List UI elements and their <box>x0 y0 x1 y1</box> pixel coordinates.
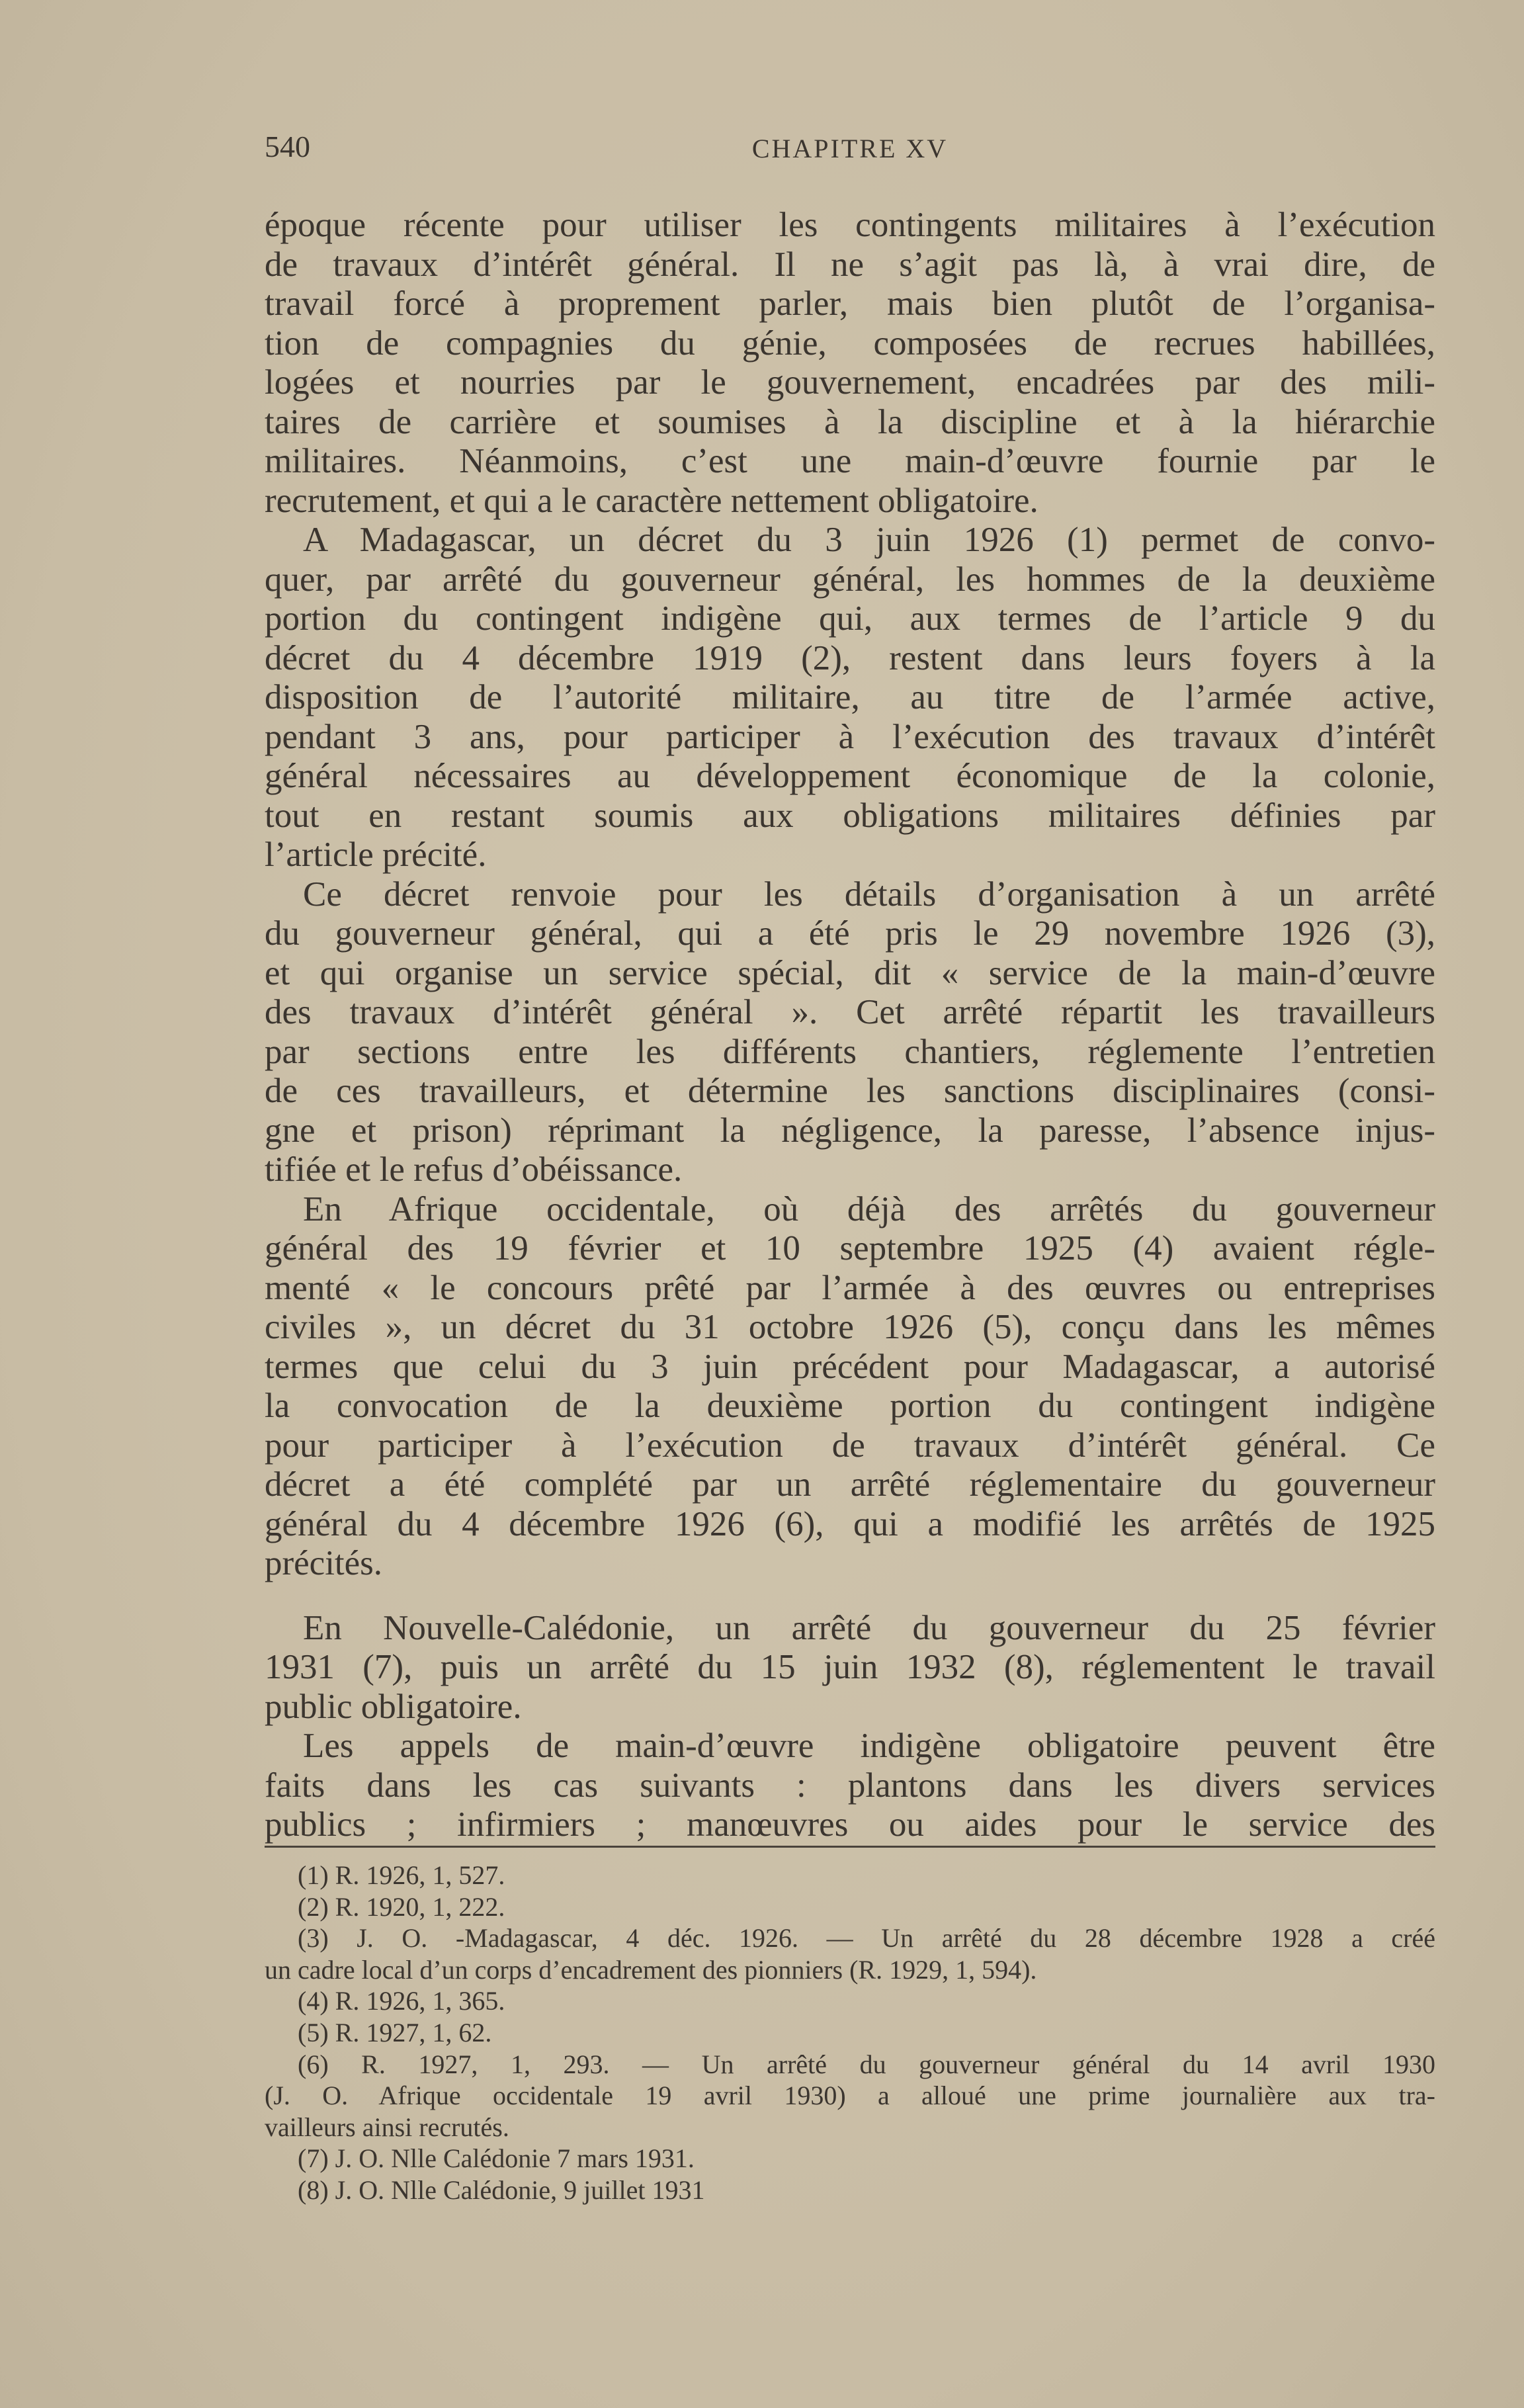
text-line: décret a été complété par un arrêté réglementaire du gouverneur <box>265 1465 1435 1504</box>
footnote <box>265 2049 1435 2143</box>
text-line: Les appels de main-d’œuvre indigène obligatoire peuvent être <box>303 1727 1435 1765</box>
text-line: menté « le concours prêté par l’armée à des œuvres ou entreprises <box>265 1268 1435 1307</box>
text-line: de travaux d’intérêt général. Il ne s’agit pas là, à vrai dire, de <box>265 245 1435 284</box>
page-number: 540 <box>265 130 310 163</box>
text-line: général nécessaires au développement économique de la colonie, <box>265 757 1435 795</box>
text-line: A Madagascar, un décret du 3 juin 1926 (1) permet de convo- <box>303 521 1435 559</box>
footnote-line: (8) J. O. Nlle Calédonie, 9 juillet 1931 <box>298 2174 705 2205</box>
text-line: travail forcé à proprement parler, mais bien plutôt de l’organisa- <box>265 284 1435 323</box>
text-line: logées et nourries par le gouvernement, encadrées par des mili- <box>265 363 1435 402</box>
footnote <box>265 2174 1435 2206</box>
text-line: public obligatoire. <box>265 1687 522 1726</box>
body-text <box>265 206 1435 1845</box>
footnote-line: (4) R. 1926, 1, 365. <box>298 1986 505 2016</box>
text-line: civiles », un décret du 31 octobre 1926 (5), conçu dans les mêmes <box>265 1308 1435 1346</box>
text-line: taires de carrière et soumises à la discipline et à la hiérarchie <box>265 402 1435 441</box>
footnote-line: (2) R. 1920, 1, 222. <box>298 1891 505 1922</box>
text-line: portion du contingent indigène qui, aux termes de l’article 9 du <box>265 599 1435 638</box>
footnote-line: un cadre local d’un corps d’encadrement des pionniers (R. 1929, 1, 594). <box>265 1954 1037 1985</box>
text-line: 1931 (7), puis un arrêté du 15 juin 1932 (8), réglementent le travail <box>265 1648 1435 1686</box>
footnote <box>265 2017 1435 2049</box>
text-line: décret du 4 décembre 1919 (2), restent dans leurs foyers à la <box>265 638 1435 677</box>
footnote-separator <box>265 1846 1435 1848</box>
text-line: et qui organise un service spécial, dit « service de la main-d’œuvre <box>265 953 1435 992</box>
text-line: pendant 3 ans, pour participer à l’exécution des travaux d’intérêt <box>265 717 1435 756</box>
footnote <box>265 1891 1435 1923</box>
footnote-line: (6) R. 1927, 1, 293. — Un arrêté du gouverneur général du 14 avril 1930 <box>298 2049 1435 2079</box>
text-line: époque récente pour utiliser les contingents militaires à l’exécution <box>265 206 1435 244</box>
running-title: CHAPITRE XV <box>751 134 949 163</box>
text-line: tifiée et le refus d’obéissance. <box>265 1150 683 1189</box>
footnote-line: (5) R. 1927, 1, 62. <box>298 2017 492 2047</box>
text-line: Ce décret renvoie pour les détails d’organisation à un arrêté <box>303 875 1435 914</box>
text-line: du gouverneur général, qui a été pris le 29 novembre 1926 (3), <box>265 914 1435 953</box>
text-line: disposition de l’autorité militaire, au titre de l’armée active, <box>265 678 1435 716</box>
text-line: de ces travailleurs, et détermine les sanctions disciplinaires (consi- <box>265 1072 1435 1110</box>
text-line: quer, par arrêté du gouverneur général, les hommes de la deuxième <box>265 560 1435 599</box>
text-line: publics ; infirmiers ; manœuvres ou aides pour le service des <box>265 1805 1435 1844</box>
footnote-line: (7) J. O. Nlle Calédonie 7 mars 1931. <box>298 2143 695 2174</box>
text-line: militaires. Néanmoins, c’est une main-d’œuvre fournie par le <box>265 442 1435 480</box>
footnotes <box>265 1860 1435 2206</box>
footnote-line: (1) R. 1926, 1, 527. <box>298 1860 505 1890</box>
text-line: l’article précité. <box>265 836 487 874</box>
footnote <box>265 1922 1435 1985</box>
text-line: gne et prison) réprimant la négligence, la paresse, l’absence injus- <box>265 1111 1435 1150</box>
text-line: général du 4 décembre 1926 (6), qui a modifié les arrêtés de 1925 <box>265 1504 1435 1543</box>
paragraph <box>265 1727 1435 1845</box>
text-line: pour participer à l’exécution de travaux d’intérêt général. Ce <box>265 1426 1435 1465</box>
text-line: tout en restant soumis aux obligations militaires définies par <box>265 796 1435 835</box>
paragraph <box>265 206 1435 521</box>
text-line: la convocation de la deuxième portion du contingent indigène <box>265 1387 1435 1425</box>
paragraph <box>265 875 1435 1190</box>
text-line: tion de compagnies du génie, composées de recrues habillées, <box>265 323 1435 363</box>
footnote-line: vailleurs ainsi recrutés. <box>265 2112 509 2142</box>
text-line: En Nouvelle-Calédonie, un arrêté du gouverneur du 25 février <box>303 1608 1435 1647</box>
text-line: par sections entre les différents chantiers, réglemente l’entretien <box>265 1032 1435 1071</box>
text-line: faits dans les cas suivants : plantons dans les divers services <box>265 1766 1435 1805</box>
footnote <box>265 2143 1435 2174</box>
footnote-line: (J. O. Afrique occidentale 19 avril 1930) a alloué une prime journalière aux tra- <box>265 2081 1435 2111</box>
text-line: recrutement, et qui a le caractère nettement obligatoire. <box>265 481 1038 520</box>
text-line: précités. <box>265 1544 383 1582</box>
paragraph <box>265 1190 1435 1584</box>
paragraph <box>265 521 1435 875</box>
page-header <box>265 129 1435 169</box>
footnote-line: (3) J. O. -Madagascar, 4 déc. 1926. — Un arrêté du 28 décembre 1928 a créé <box>298 1923 1435 1954</box>
text-line: des travaux d’intérêt général ». Cet arrêté répartit les travailleurs <box>265 993 1435 1031</box>
footnote <box>265 1860 1435 1891</box>
text-line: termes que celui du 3 juin précédent pour Madagascar, a autorisé <box>265 1347 1435 1386</box>
paragraph <box>265 1609 1435 1727</box>
footnote <box>265 1985 1435 2017</box>
text-line: général des 19 février et 10 septembre 1925 (4) avaient régle- <box>265 1229 1435 1268</box>
text-line: En Afrique occidentale, où déjà des arrêtés du gouverneur <box>303 1189 1435 1228</box>
